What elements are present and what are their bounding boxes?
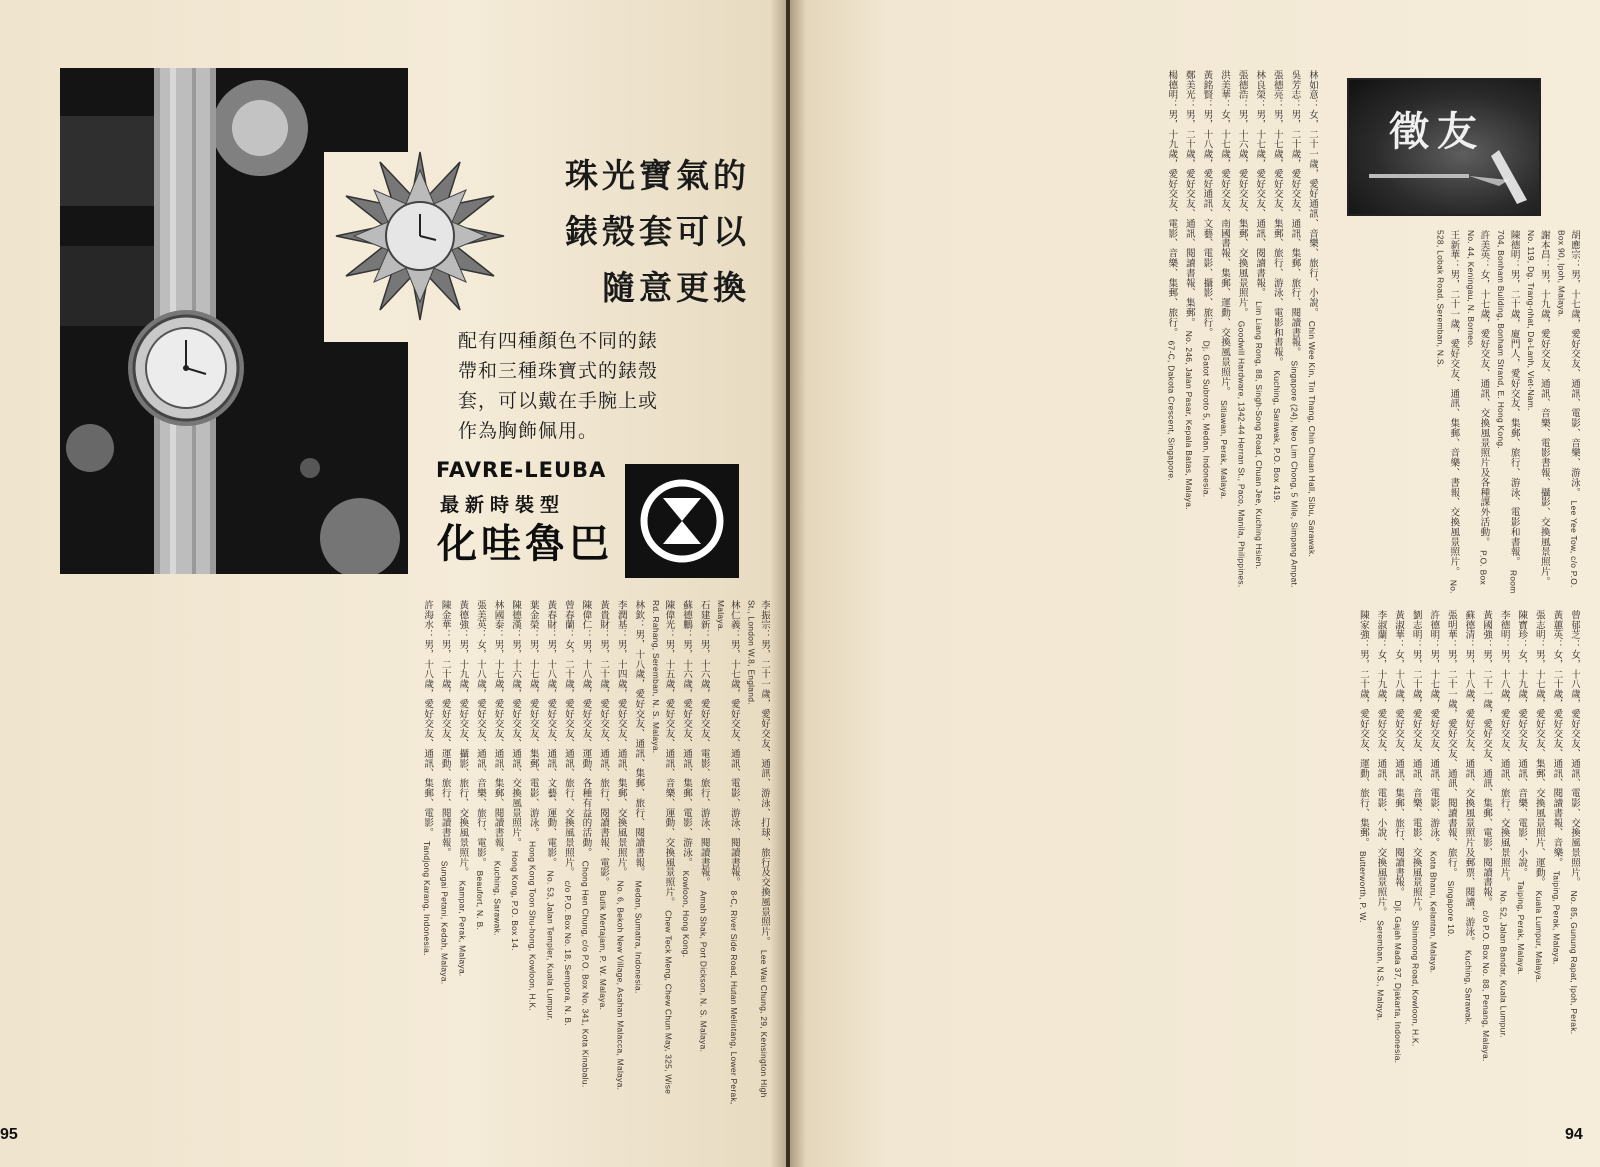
- listing-address: Kuching, Sarawak, P.O. Box 419.: [1271, 370, 1282, 503]
- listing-address: c/o P.O. Box No. 18, Sempora, N. B.: [562, 880, 573, 1026]
- listing-entry: [1409, 610, 1422, 1110]
- ad-headline: [520, 148, 750, 316]
- listing-info: 李德明：男，十八歲，愛好交友、通訊、旅行、交換風景照片。: [1498, 610, 1510, 888]
- listing-address: No. 6, Bekoh New Village, Asahan Malacca, Malaya.: [615, 880, 626, 1091]
- listing-info: 黃銘賢：男，十八歲，愛好通訊、文藝、電影、攝影、旅行。: [1201, 70, 1213, 338]
- listing-info: 黃貴財：男，二十歲，愛好交友、通訊、旅行、閱讀書報、電影。: [598, 600, 610, 888]
- ad-headline-line: 隨意更換: [602, 268, 750, 307]
- listing-info: 洪美華：女，十七歲，愛好交友、南國書報、集郵、運動、交換風景照片。: [1219, 70, 1231, 397]
- listing-address: Taiping, Perak, Malaya.: [1516, 880, 1527, 975]
- listing-entry: [473, 600, 486, 1108]
- listing-entry: [596, 600, 609, 1108]
- listing-address: 67-C, Dakota Crescent, Singapore.: [1166, 340, 1177, 481]
- listing-info: 林仁義：男，十七歲，愛好交友、通訊、電影、游泳、閱讀書報。: [728, 600, 740, 888]
- ad-brand-chinese: 化哇魯巴: [437, 520, 613, 567]
- listing-entry: [1305, 70, 1318, 598]
- listing-address: Singapore 10.: [1445, 880, 1456, 937]
- listing-entry: [1515, 610, 1528, 1110]
- listing-entry: [1200, 70, 1213, 598]
- listing-info: 楊德明：男，十九歲，愛好交友、電影、音樂、集郵、旅行。: [1166, 70, 1178, 338]
- listing-address: No. 53, Jalan Templer, Kuala Lumpur.: [545, 870, 556, 1021]
- listing-info: 劉志明：男，二十歲，愛好交友、通訊、音樂、電影、交換風景照片。: [1410, 610, 1422, 917]
- listing-address: Chin Wee Kin, Tin Thang, Chin Chuan Hall, Sibu, Sarawak.: [1307, 320, 1317, 558]
- listing-entry: [1462, 610, 1475, 1110]
- listing-entry: [526, 600, 539, 1108]
- listing-info: 林良榮：男，十七歲，愛好交友、通訊、閱讀書報。: [1254, 70, 1266, 298]
- listing-entry: [1374, 610, 1387, 1110]
- listing-info: 蘇德鵬：男，十六歲，愛好交友、通訊、集郵、電影、游泳。: [681, 600, 693, 868]
- listing-address: No. 85, Gunung Rapat, Ipoh, Perak.: [1569, 890, 1579, 1035]
- listing-info: 石建新：男，十六歲，愛好交友、電影、旅行、游泳、閱讀書報。: [698, 600, 710, 888]
- listing-address: Goodwill Hardware, 1342-44 Herran St., Paco, Manila, Philippines.: [1236, 320, 1247, 588]
- listing-info: 謝本昌：男，十九歲，愛好交友、通訊、音樂、電影書報、攝影、交換風景照片。: [1538, 230, 1550, 587]
- listing-address: Medan, Sumatra, Indonesia.: [633, 880, 644, 994]
- listing-address: Lee Yee Tow, c/o P.O. Box 90, Ipoh, Malaya.: [1556, 230, 1579, 588]
- listing-address: Kuching, Sarawak.: [1463, 949, 1474, 1025]
- listing-entry: [1550, 610, 1563, 1110]
- listing-info: 林欽：男，十八歲，愛好交友、通訊、集郵、旅行、閱讀書報。: [633, 600, 645, 878]
- listing-entry: [491, 600, 504, 1108]
- listing-address: Kota Bharu, Kelantan, Malaya.: [1428, 850, 1439, 974]
- ad-tagline: 最新時裝型: [440, 494, 566, 516]
- listing-info: 陳金華：男，二十歲，愛好交友、運動、旅行、閱讀書報。: [439, 600, 451, 858]
- left-page: [0, 0, 786, 1167]
- listing-info: 吳芳志：男，二十歲，愛好交友、通訊、集郵、旅行、閱讀書報。: [1289, 70, 1301, 358]
- listing-columns-right-bottom: [818, 610, 1580, 1110]
- masthead-title: 徵友: [1389, 108, 1485, 155]
- listing-columns-right-beside-masthead: [1330, 230, 1580, 598]
- listing-info: 鄭美光：男，二十歲，愛好交友、通訊、閱讀書報、集郵。: [1183, 70, 1195, 328]
- listing-info: 林如意：女，二十一歲，愛好通訊、音樂、旅行、小說。: [1307, 70, 1318, 318]
- listing-info: 陳德明：男，二十歲，廈門人，愛好交友、集郵、旅行、游泳、電影和書報。: [1508, 230, 1520, 567]
- listing-info: 陳偉仁：男，十八歲，愛好交友、運動、各種有益的活動。: [580, 600, 592, 858]
- listing-info: 黃蕙英：女，二十歲，愛好交友、通訊、閱讀書報、音樂。: [1551, 610, 1563, 868]
- listing-entry: [456, 600, 469, 1108]
- listing-entry: [1165, 70, 1178, 598]
- listing-address: Butik Mertajam, P. W. Malaya.: [598, 890, 609, 1011]
- listing-address: Tandjong Karang, Indonesia.: [422, 840, 433, 956]
- listing-info: 曾春蘭：女，二十歲，愛好交友、通訊、旅行、交換風景照片。: [562, 600, 574, 878]
- listing-entry: [579, 600, 592, 1108]
- listing-entry: [1217, 70, 1230, 598]
- listing-address: P.O. Box No. 44, Keningau, N. Borneo.: [1465, 230, 1489, 586]
- listing-entry: [1356, 610, 1369, 1110]
- listing-entry: [1182, 70, 1195, 598]
- listing-info: 許德明：男，十七歲，愛好交友、通訊、電影、游泳。: [1428, 610, 1440, 848]
- listing-entry: [1391, 610, 1404, 1110]
- listing-entry: [1434, 230, 1459, 598]
- listing-address: No. 246, Jalan Pasar, Kepala Batas, Malaya.: [1183, 330, 1194, 510]
- listing-address: Shinmong Road, Kowloon, H.K.: [1410, 920, 1421, 1047]
- listing-entry: [1532, 610, 1545, 1110]
- listing-info: 王新華：男，二十一歲，愛好交友、通訊、集郵、音樂、書報、交換風景照片。: [1448, 230, 1460, 577]
- listing-address: Butterworth, P. W.: [1357, 850, 1368, 923]
- listing-info: 張美英：女，十八歲，愛好交友、通訊、音樂、旅行、電影。: [474, 600, 486, 868]
- listing-address: Djl. Gajah Mada 37, Djakarta, Indonesia.: [1393, 900, 1404, 1064]
- ad-body-line: 配有四種顏色不同的錶: [458, 330, 659, 352]
- listing-info: 張明華：男，二十一歲，愛好交友、通訊、閱讀書報、旅行。: [1445, 610, 1457, 878]
- listing-entry: [1567, 610, 1580, 1110]
- listing-info: 張志明：男，十七歲，愛好交友、集郵、交換風景照片、運動。: [1533, 610, 1545, 888]
- listing-address: Taiping, Perak, Malaya.: [1551, 870, 1562, 965]
- listing-info: 黃國強：男，二十一歲，愛好交友、通訊、集郵、電影、閱讀書報。: [1481, 610, 1493, 907]
- listing-address: Dj. Gatot Subroto 5, Medan, Indonesia.: [1201, 340, 1212, 498]
- listing-info: 胡應宗：男，十七歲，愛好交友、通訊、電影、音樂、游泳。: [1569, 230, 1580, 498]
- listing-entry: [1479, 610, 1492, 1110]
- listing-entry: [697, 600, 710, 1108]
- listing-info: 許海水：男，十八歲，愛好交友、通訊、集郵、電影。: [422, 600, 434, 838]
- listing-entry: [561, 600, 574, 1108]
- listing-entry: [1444, 610, 1457, 1110]
- hourglass-logo-icon: [625, 464, 739, 578]
- listing-info: 林國泰：男，十七歲，愛好交友、通訊、集郵、閱讀書報。: [492, 600, 504, 858]
- listing-entry: [421, 600, 434, 1108]
- listing-columns-left: [58, 600, 770, 1108]
- listing-address: 8-C, River Side Road, Hutan Melintang, Lower Perak, Malaya.: [716, 600, 739, 1105]
- masthead-panel: [1347, 78, 1541, 216]
- ad-brand-name: FAVRE-LEUBA: [436, 458, 607, 482]
- page-number-right: 94: [1565, 1126, 1583, 1143]
- listing-entry: [632, 600, 645, 1108]
- listing-entry: [1235, 70, 1248, 598]
- listing-address: Seremban, N.S., Malaya.: [1375, 920, 1386, 1021]
- listing-address: No. 119, Dg. Trang-nhat, Da-Lanh, Viet-Nam.: [1526, 230, 1537, 411]
- listing-address: Lim Liang Rong, 88, Singh-Song Road, Chuan Jee, Kuching Hsien.: [1254, 301, 1265, 570]
- listing-address: Beaufort, N. B.: [474, 870, 485, 931]
- listing-info: 黃淑華：女，十八歲，愛好交友、通訊、集郵、旅行、閱讀書報。: [1393, 610, 1405, 898]
- listing-info: 曾郁芝：女，十八歲，愛好交友、通訊、電影、交換風景照片。: [1569, 610, 1580, 888]
- listing-entry: [679, 600, 692, 1108]
- ad-body-line: 帶和三種珠寶式的錶殼: [458, 360, 659, 382]
- listing-info: 蘇德清：男，十八歲，愛好交友、通訊、交換風景照片及郵票、閱讀、游泳。: [1463, 610, 1475, 947]
- listing-entry: [438, 600, 451, 1108]
- listing-entry: [1288, 70, 1301, 598]
- listing-info: 陳家強：男，二十歲，愛好交友、運動、旅行、集郵。: [1357, 610, 1369, 848]
- listing-address: Kampar, Perak, Malaya.: [457, 880, 468, 977]
- page-number-left: 95: [0, 1126, 18, 1143]
- listing-address: Lee Wai Chung, 29, Kensington High St., London W.8, England.: [746, 600, 769, 1098]
- ad-headline-line: 錶殼套可以: [565, 212, 750, 251]
- ad-body-line: 作為胸飾佩用。: [458, 420, 599, 442]
- listing-info: 李潤基：男，十四歲，愛好交友、通訊、集郵、交換風景照片。: [615, 600, 627, 878]
- listing-info: 許美英：女，十七歲，愛好交友、通訊、交換風景照片及各種課外活動。: [1478, 230, 1490, 547]
- jewel-watch-case-illustration: [332, 148, 508, 324]
- listing-entry: [1427, 610, 1440, 1110]
- listing-address: No. 52, Jalan Bandar, Kuala Lumpur.: [1498, 890, 1509, 1038]
- listing-entry: [1270, 70, 1283, 598]
- listing-entry: [1253, 70, 1266, 598]
- listing-address: Room 704, Bonham Building, Bonham Strand, E. Hong Kong.: [1496, 230, 1519, 594]
- ad-body-copy: [458, 326, 748, 446]
- listing-entry: [715, 600, 740, 1108]
- listing-info: 黃春財：男，十八歲，愛好交友、通訊、文藝、運動、電影。: [545, 600, 557, 868]
- listing-address: Hong Kong, P.O. Box 14.: [510, 850, 521, 951]
- listing-entry: [649, 600, 674, 1108]
- listing-address: Sitiawan, Perak, Malaya.: [1219, 400, 1230, 500]
- listing-info: 黃德強：男，十九歲，愛好交友、攝影、旅行、交換風景照片。: [457, 600, 469, 878]
- listing-info: 張德浩：男，十六歲，愛好交友、集郵、交換風景照片。: [1236, 70, 1248, 318]
- listing-address: Kowloon, Hong Kong.: [681, 870, 692, 958]
- listing-address: Singapore (24), Neo Lim Chong, 5 Mile, Simpang Ampat.: [1289, 360, 1300, 588]
- listing-entry: [1525, 230, 1550, 598]
- listing-address: No. 528, Lobak Road, Seremban, N.S.: [1435, 230, 1459, 594]
- listing-entry: [1494, 230, 1519, 598]
- listing-entry: [544, 600, 557, 1108]
- listing-address: Chew Teck Meng, Chew Chun May, 325, Wise Rd. Rahang, Seremban, N. S. Malaya.: [650, 600, 674, 1095]
- listing-entry: [1464, 230, 1489, 598]
- listing-address: Kuala Lumpur, Malaya.: [1533, 890, 1544, 983]
- listing-entry: [614, 600, 627, 1108]
- listing-address: Kuching, Sarawak.: [492, 860, 503, 936]
- listing-address: Chong Hen Chung, c/o P.O. Box No. 341, Kota Kinabalu.: [580, 860, 591, 1088]
- listing-address: Sungai Petani, Kedah, Malaya.: [439, 860, 450, 985]
- listing-address: c/o P.O. Box No. 88, Penang, Malaya.: [1481, 910, 1492, 1062]
- listing-info: 葉金榮：男，十七歲，愛好交友、集郵、電影、游泳。: [527, 600, 539, 838]
- listing-columns-right-top: [818, 70, 1318, 598]
- listing-address: Hong Kong Toon Shu-hong, Kowloon, H.K.: [527, 840, 538, 1011]
- listing-entry: [1555, 230, 1580, 598]
- listing-entry: [1497, 610, 1510, 1110]
- listing-info: 李淑蘭：女，十九歲，愛好交友、通訊、電影、小說、交換風景照片。: [1375, 610, 1387, 917]
- listing-address: Amah Shak, Port Dickson, N. S. Malaya.: [698, 890, 709, 1053]
- listing-info: 李振宗：男，二十一歲，愛好交友、通訊、游泳、打球、旅行及交換風景照片。: [759, 600, 770, 947]
- listing-info: 陳寶珍：女，十九歲，愛好交友、通訊、音樂、電影、小說。: [1516, 610, 1528, 878]
- ad-body-line: 套，可以戴在手腕上或: [458, 390, 659, 412]
- ad-headline-line: 珠光寶氣的: [565, 156, 750, 195]
- listing-info: 張德亮：男，十七歲，愛好交友、集郵、旅行、游泳、電影和書報。: [1271, 70, 1283, 367]
- listing-info: 陳偉光：男，十五歲，愛好交友、通訊、音樂、運動、交換風景照片。: [663, 600, 675, 907]
- listing-info: 陳德漢：男，十六歲，愛好交友、通訊、交換風景照片。: [510, 600, 522, 848]
- listing-entry: [745, 600, 770, 1108]
- listing-entry: [509, 600, 522, 1108]
